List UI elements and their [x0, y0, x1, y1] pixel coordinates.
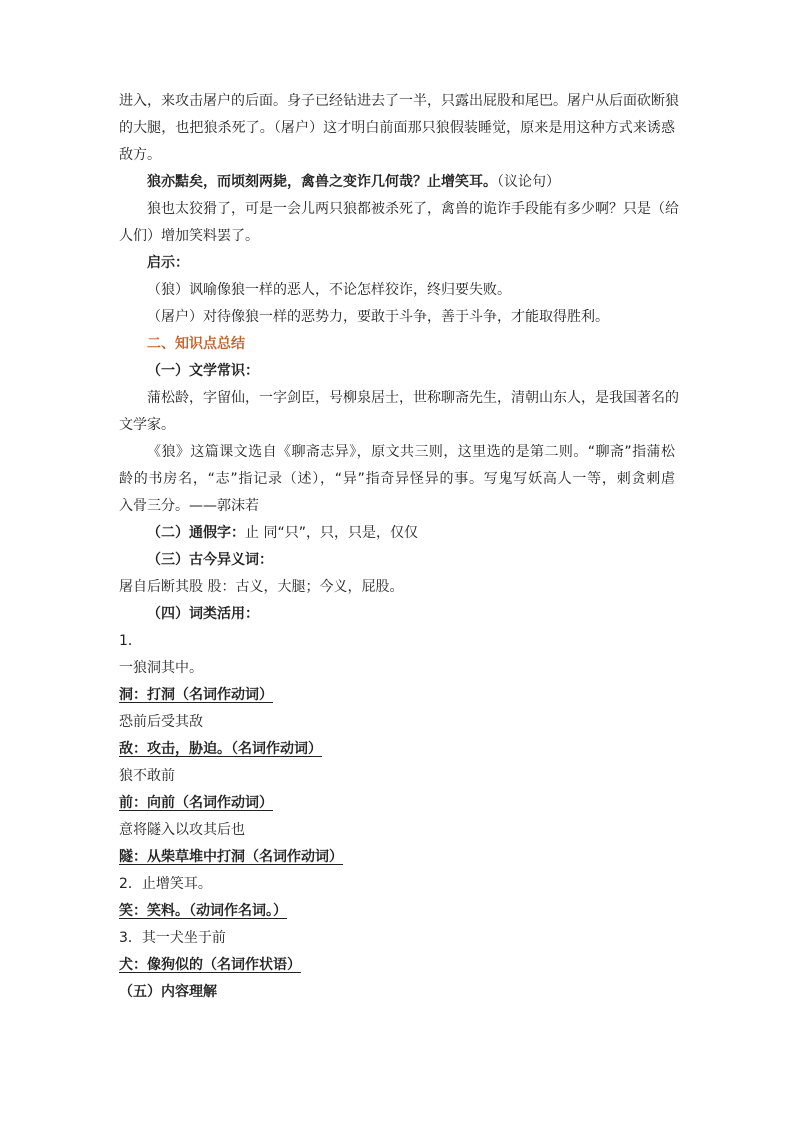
paragraph-line: 进入，来攻击屠户的后面。身子已经钻进去了一半，只露出屁股和尾巴。屠户从后面砍断狼	[119, 93, 679, 109]
quote-note: （议论句）	[497, 174, 560, 190]
quote-line	[147, 172, 560, 192]
paragraph-line: 《狼》这篇课文选自《聊斋志异》，原文共三则，这里选的是第二则。“聊斋”指蒲松	[147, 444, 675, 460]
answer-line: 隧：从柴草堆中打洞（名词作动词）	[119, 849, 343, 865]
gujin-text: 屠自后断其股 股：古义，大腿；今义，屁股。	[119, 579, 404, 595]
example-sentence: 2．止增笑耳。	[119, 876, 212, 892]
subsection-heading: （五）内容理解	[119, 984, 217, 1000]
paragraph-line: 蒲松龄，字留仙，一字剑臣，号柳泉居士，世称聊斋先生，清朝山东人，是我国著名的	[147, 390, 679, 406]
answer-line: 洞：打洞（名词作动词）	[119, 687, 273, 703]
paragraph-line: 的大腿，也把狼杀死了。（屠户）这才明白前面那只狼假装睡觉，原来是用这种方式来诱惑	[119, 120, 675, 136]
insight-item: （屠户）对待像狼一样的恶势力，要敢于斗争，善于斗争，才能取得胜利。	[147, 309, 609, 325]
tongjia-text: 止 同“只”，只，只是，仅仅	[245, 525, 418, 541]
example-sentence: 意将隧入以攻其后也	[119, 822, 245, 838]
subsection-heading: （二）通假字：	[147, 525, 245, 541]
tongjia-line	[147, 523, 418, 543]
answer-line: 笑：笑料。（动词作名词。）	[119, 903, 287, 919]
example-sentence: 狼不敢前	[119, 768, 175, 784]
list-number: 1．	[119, 633, 142, 649]
subsection-heading: （三）古今异义词：	[147, 552, 273, 568]
paragraph-line: 龄的书房名，“志”指记录（述），“异”指奇异怪异的事。写鬼写妖高人一等，刺贪刺虐	[119, 471, 675, 487]
answer-line: 敌：攻击，胁迫。（名词作动词）	[119, 741, 322, 757]
paragraph-line: 敌方。	[119, 147, 161, 163]
section-heading: 二、知识点总结	[147, 336, 245, 352]
paragraph-line: 文学家。	[119, 417, 175, 433]
translation-line: 人们）增加笑料罢了。	[119, 228, 259, 244]
translation-line: 狼也太狡猾了，可是一会儿两只狼都被杀死了，禽兽的诡诈手段能有多少啊？只是（给	[147, 201, 679, 217]
answer-line: 犬：像狗似的（名词作状语）	[119, 957, 301, 973]
paragraph-line: 入骨三分。——郭沫若	[119, 498, 259, 514]
subsection-heading: （四）词类活用：	[147, 606, 259, 622]
answer-line: 前：向前（名词作动词）	[119, 795, 273, 811]
insight-item: （狼）讽喻像狼一样的恶人，不论怎样狡诈，终归要失败。	[147, 282, 511, 298]
insight-heading: 启示：	[147, 255, 189, 271]
example-sentence: 一狼洞其中。	[119, 660, 203, 676]
subsection-heading: （一）文学常识：	[147, 363, 259, 379]
example-sentence: 3．其一犬坐于前	[119, 930, 226, 946]
example-sentence: 恐前后受其敌	[119, 714, 203, 730]
quote-text: 狼亦黠矣，而顷刻两毙，禽兽之变诈几何哉？止增笑耳。	[147, 174, 497, 190]
